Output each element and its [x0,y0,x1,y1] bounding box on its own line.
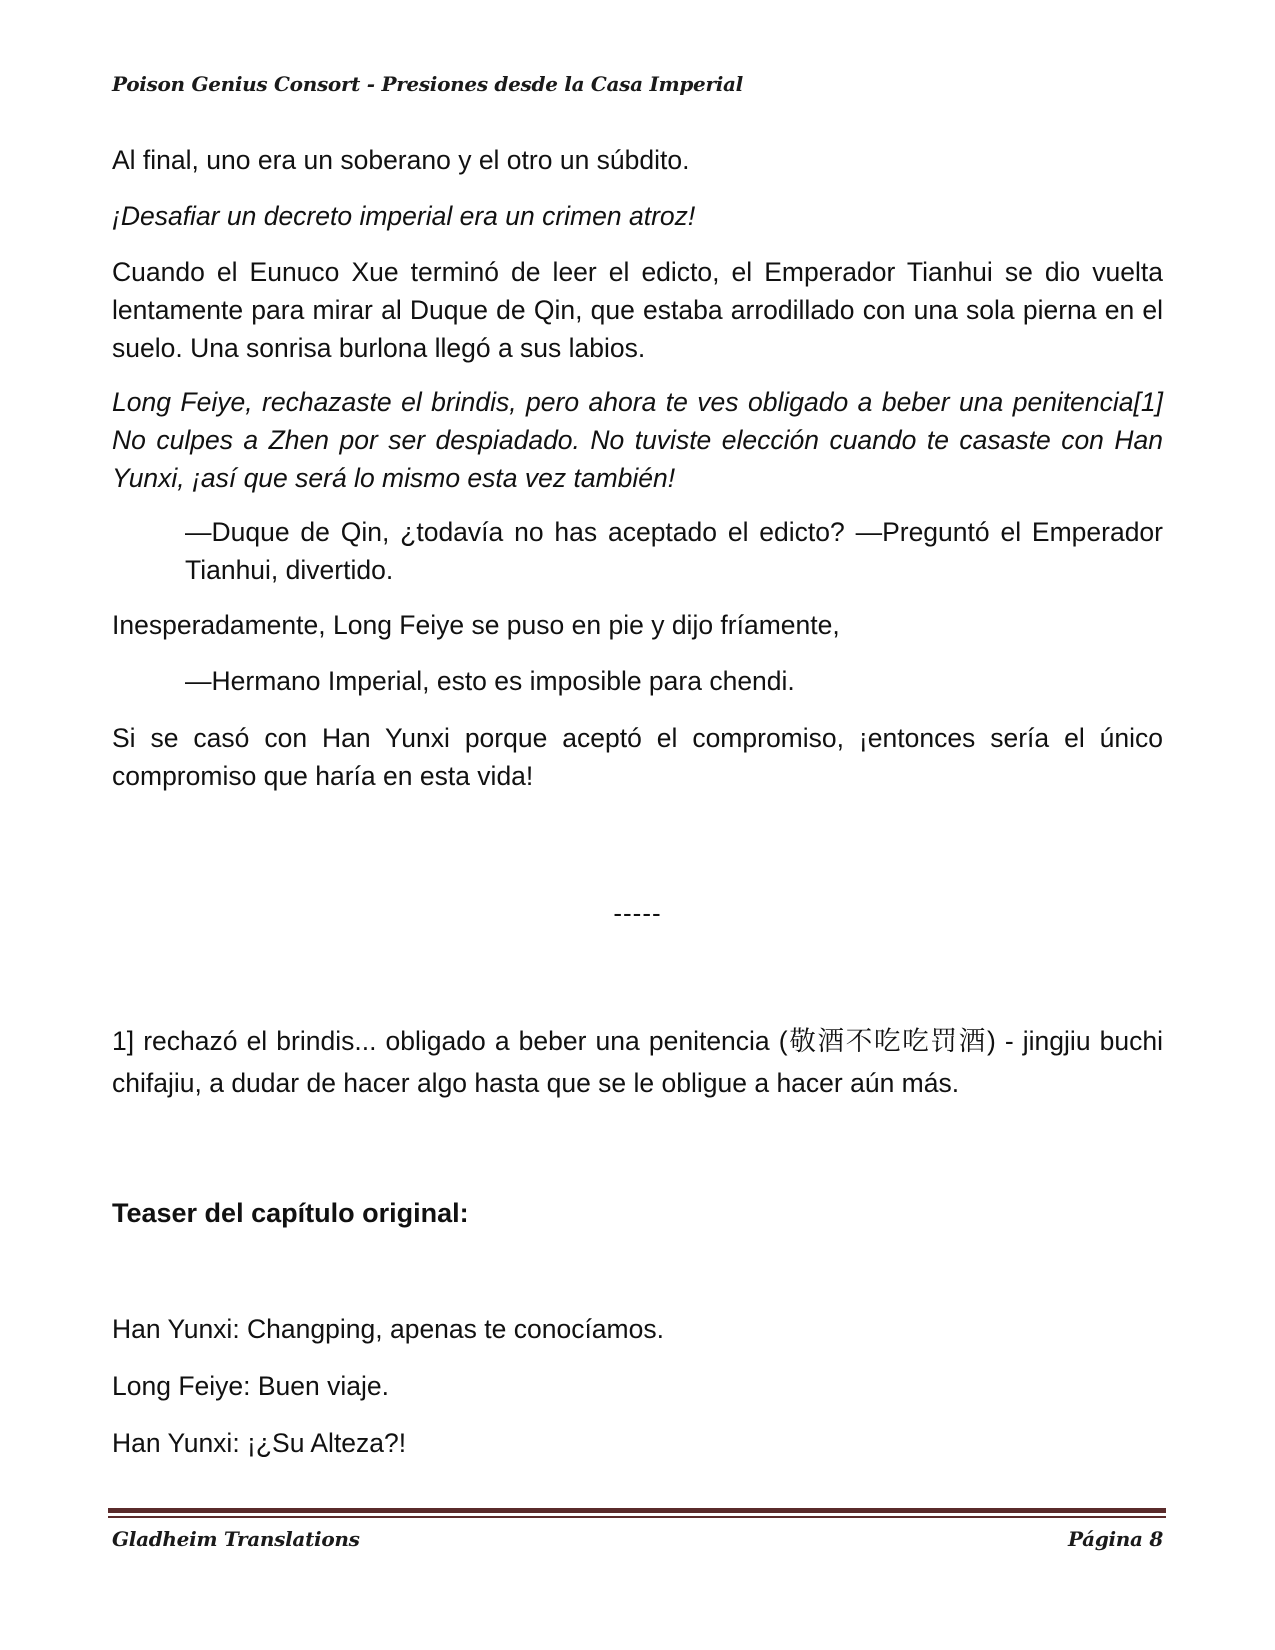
section-separator: ----- [613,898,662,928]
dialogue-2: —Hermano Imperial, esto es imposible para chendi. [185,666,795,696]
paragraph-2-italic: ¡Desafiar un decreto imperial era un crimen atroz! [112,201,696,231]
paragraph-8: Si se casó con Han Yunxi porque aceptó el compromiso, ¡entonces sería el único compromiso que haría en esta vida! [112,723,1163,791]
teaser-line: Han Yunxi: ¡¿Su Alteza?! [112,1428,407,1458]
footer-rule-thin [108,1516,1166,1518]
teaser-heading: Teaser del capítulo original: [112,1198,469,1228]
footer-publisher: Gladheim Translations [112,1527,360,1551]
footer-rule [108,1508,1166,1513]
dialogue-1: —Duque de Qin, ¿todavía no has aceptado el edicto? —Preguntó el Emperador Tianhui, divertido. [185,517,1163,585]
teaser-line: Han Yunxi: Changping, apenas te conocíamos. [112,1314,664,1344]
paragraph-3: Cuando el Eunuco Xue terminó de leer el edicto, el Emperador Tianhui se dio vuelta lentamente para mirar al Duque de Qin, que estaba arrodillado con una sola pierna en el suelo. Una sonrisa burlona llegó a sus labios. [112,257,1163,363]
footnote: 1] rechazó el brindis... obligado a beber una penitencia (敬酒不吃吃罚酒) - jingjiu buchi chifajiu, a dudar de hacer algo hasta que se le obligue a hacer aún más. [112,1026,1163,1098]
paragraph-1: Al final, uno era un soberano y el otro un súbdito. [112,145,690,175]
running-header: Poison Genius Consort - Presiones desde la Casa Imperial [112,72,743,96]
teaser-line: Long Feiye: Buen viaje. [112,1371,389,1401]
paragraph-4-italic: Long Feiye, rechazaste el brindis, pero ahora te ves obligado a beber una penitencia[1] No culpes a Zhen por ser despiadado. No tuviste elección cuando te casaste con Han Yunxi, ¡así que será lo mismo esta vez también! [112,387,1163,493]
paragraph-6: Inesperadamente, Long Feiye se puso en pie y dijo fríamente, [112,610,840,640]
page-number: Página 8 [1067,1527,1163,1551]
